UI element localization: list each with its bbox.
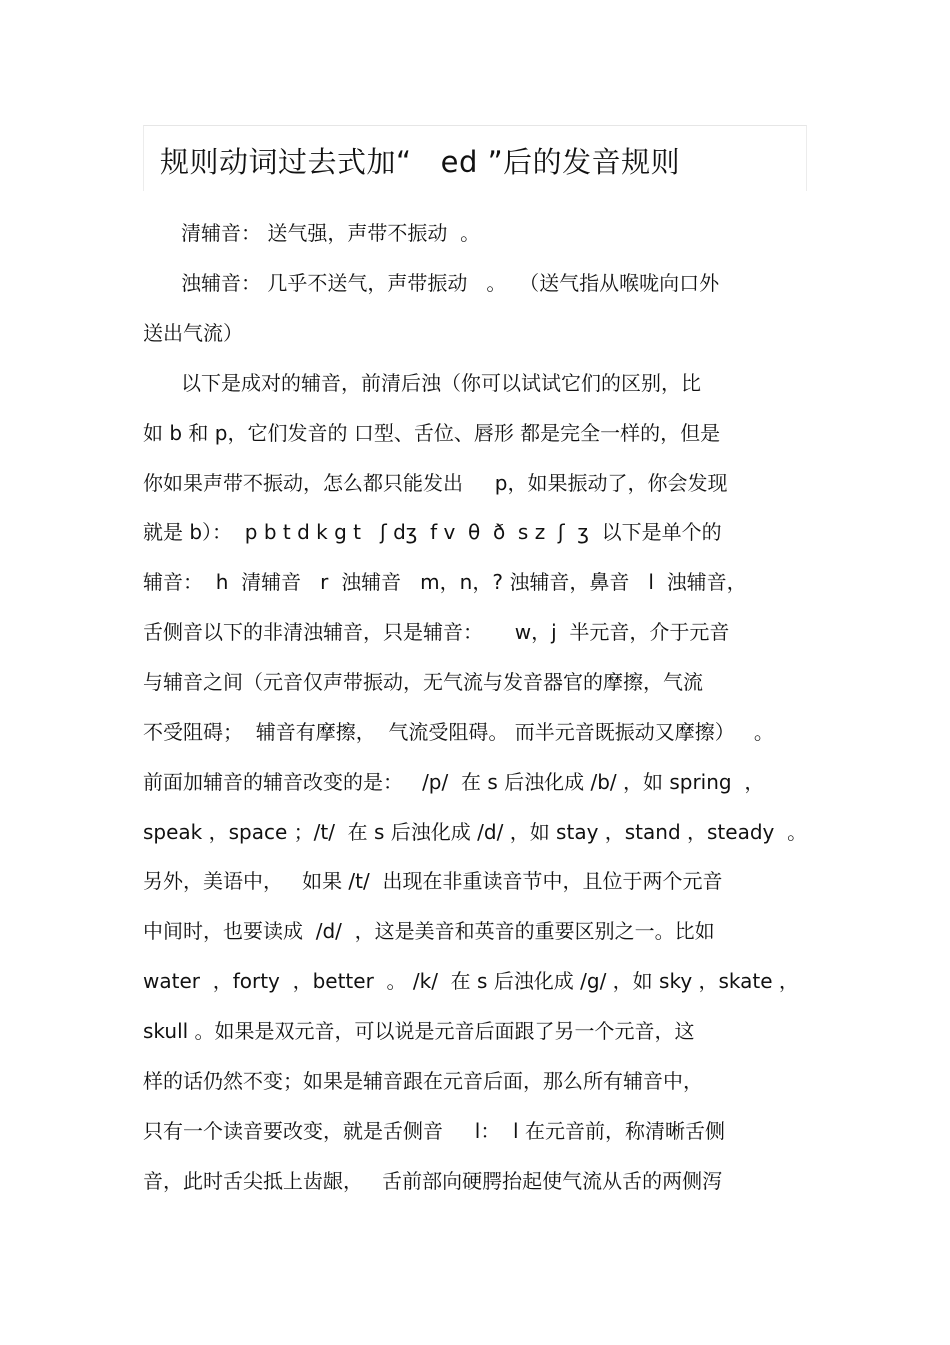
- text-line: 音，此时舌尖抵上齿龈， 舌前部向硬腭抬起使气流从舌的两侧泻: [143, 1169, 723, 1193]
- text-line: 以下是成对的辅音，前清后浊（你可以试试它们的区别，比: [181, 371, 701, 395]
- text-line: skull 。如果是双元音，可以说是元音后面跟了另一个元音，这: [143, 1019, 695, 1043]
- text-line: 清辅音： 送气强，声带不振动 。: [181, 221, 481, 245]
- text-line: 送出气流）: [143, 321, 243, 345]
- text-line: 另外，美语中， 如果 /t/ 出现在非重读音节中，且位于两个元音: [143, 869, 723, 893]
- text-line: 如 b 和 p，它们发音的 口型、舌位、唇形 都是完全一样的，但是: [143, 421, 721, 445]
- text-line: 浊辅音： 几乎不送气，声带振动 。 （送气指从喉咙向口外: [181, 271, 720, 295]
- text-line: speak ，space ；/t/ 在 s 后浊化成 /d/ ，如 stay ，stand ，steady 。: [143, 820, 808, 844]
- text-line: 只有一个读音要改变，就是舌侧音 l： l 在元音前，称清晰舌侧: [143, 1119, 725, 1143]
- text-line: 就是 b）： p b t d k g t ʃ dʒ f v θ ð s z ʃ ʒ 以下是单个的: [143, 520, 722, 544]
- text-line: 前面加辅音的辅音改变的是： /p/ 在 s 后浊化成 /b/ ，如 spring ，: [143, 770, 765, 794]
- text-line: 与辅音之间（元音仅声带振动，无气流与发音器官的摩擦，气流: [143, 670, 703, 694]
- text-line: 不受阻碍； 辅音有摩擦， 气流受阻碍。 而半元音既振动又摩擦） 。: [143, 720, 774, 744]
- title-box: [143, 125, 807, 191]
- page-title: 规则动词过去式加“ ed ”后的发音规则: [160, 145, 681, 179]
- text-line: 样的话仍然不变；如果是辅音跟在元音后面，那么所有辅音中，: [143, 1069, 703, 1093]
- text-line: 中间时，也要读成 /d/ ，这是美音和英音的重要区别之一。比如: [143, 919, 715, 943]
- text-line: 辅音： h 清辅音 r 浊辅音 m，n，? 浊辅音，鼻音 l 浊辅音，: [143, 570, 747, 594]
- text-line: water ，forty ，better 。 /k/ 在 s 后浊化成 /g/ ，如 sky ，skate ，: [143, 969, 799, 993]
- text-line: 舌侧音以下的非清浊辅音，只是辅音： w，j 半元音，介于元音: [143, 620, 730, 644]
- text-line: 你如果声带不振动，怎么都只能发出 p，如果振动了，你会发现: [143, 471, 728, 495]
